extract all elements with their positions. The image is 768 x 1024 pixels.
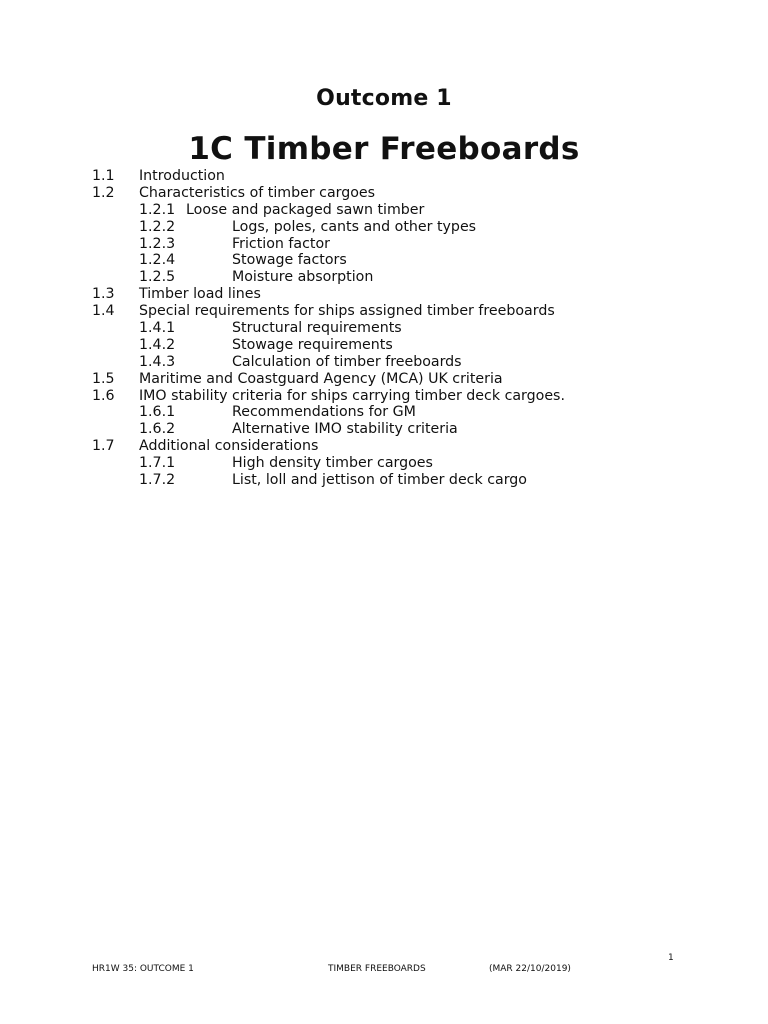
toc-entry-text: List, loll and jettison of timber deck cargo <box>232 472 527 489</box>
toc-entry-number: 1.2 <box>92 184 115 201</box>
toc-entry-number: 1.2.2 <box>139 218 176 235</box>
toc-entry <box>92 303 712 320</box>
toc-subentry <box>92 455 712 472</box>
toc-entry-text: Logs, poles, cants and other types <box>232 218 477 235</box>
toc-entry-text: Structural requirements <box>232 320 402 337</box>
toc-entry-number: 1.6.2 <box>139 421 176 438</box>
toc-subentry <box>92 269 712 286</box>
toc-entry-number: 1.5 <box>92 370 115 387</box>
toc-entry-number: 1.4 <box>92 303 115 320</box>
toc-entry-text: Special requirements for ships assigned timber freeboards <box>139 303 555 320</box>
toc-entry <box>92 185 712 202</box>
toc-entry <box>92 168 712 185</box>
toc-entry-number: 1.2.1 <box>139 201 176 218</box>
footer-topic: TIMBER FREEBOARDS <box>328 964 426 974</box>
toc-entry-text: Stowage requirements <box>232 336 393 353</box>
toc-entry-text: Calculation of timber freeboards <box>232 353 462 370</box>
toc-entry-number: 1.4.3 <box>139 353 176 370</box>
toc-entry <box>92 388 712 405</box>
outcome-heading: Outcome 1 <box>316 86 452 111</box>
table-of-contents <box>92 168 712 489</box>
toc-entry-text: Friction factor <box>232 235 330 252</box>
toc-entry-number: 1.7.2 <box>139 472 176 489</box>
toc-subentry <box>92 252 712 269</box>
toc-entry-text: High density timber cargoes <box>232 455 433 472</box>
toc-subentry <box>92 421 712 438</box>
toc-entry-number: 1.7 <box>92 438 115 455</box>
toc-entry-number: 1.1 <box>92 168 115 184</box>
toc-entry-text: Stowage factors <box>232 252 347 269</box>
toc-entry-text: Maritime and Coastguard Agency (MCA) UK criteria <box>139 370 503 387</box>
toc-entry-number: 1.3 <box>92 286 115 303</box>
toc-subentry <box>92 202 712 219</box>
toc-subentry <box>92 354 712 371</box>
toc-subentry <box>92 320 712 337</box>
toc-entry-number: 1.2.5 <box>139 269 176 286</box>
footer-course-code: HR1W 35: OUTCOME 1 <box>92 964 194 974</box>
toc-entry-number: 1.4.1 <box>139 320 176 337</box>
footer-revision-date: (MAR 22/10/2019) <box>489 964 571 974</box>
toc-entry-number: 1.7.1 <box>139 455 176 472</box>
toc-subentry <box>92 404 712 421</box>
toc-entry-number: 1.4.2 <box>139 336 176 353</box>
page-number: 1 <box>668 953 674 963</box>
page-footer <box>0 964 768 978</box>
toc-entry <box>92 438 712 455</box>
toc-entry-number: 1.2.4 <box>139 252 176 269</box>
toc-entry <box>92 286 712 303</box>
toc-subentry <box>92 337 712 354</box>
toc-entry-number: 1.6 <box>92 387 115 404</box>
toc-entry-text: Characteristics of timber cargoes <box>139 184 376 201</box>
page-title: 1C Timber Freeboards <box>188 131 580 167</box>
toc-entry-text: Additional considerations <box>139 438 319 455</box>
toc-entry <box>92 371 712 388</box>
toc-subentry <box>92 236 712 253</box>
toc-subentry <box>92 472 712 489</box>
toc-entry-text: Moisture absorption <box>232 269 374 286</box>
toc-entry-text: Introduction <box>139 168 225 184</box>
toc-entry-number: 1.6.1 <box>139 404 176 421</box>
toc-entry-text: Recommendations for GM <box>232 404 416 421</box>
toc-entry-text: IMO stability criteria for ships carrying timber deck cargoes. <box>139 387 565 404</box>
toc-entry-text: Timber load lines <box>139 286 261 303</box>
toc-entry-text: Loose and packaged sawn timber <box>186 201 425 218</box>
toc-entry-text: Alternative IMO stability criteria <box>232 421 458 438</box>
toc-entry-number: 1.2.3 <box>139 235 176 252</box>
toc-subentry <box>92 219 712 236</box>
